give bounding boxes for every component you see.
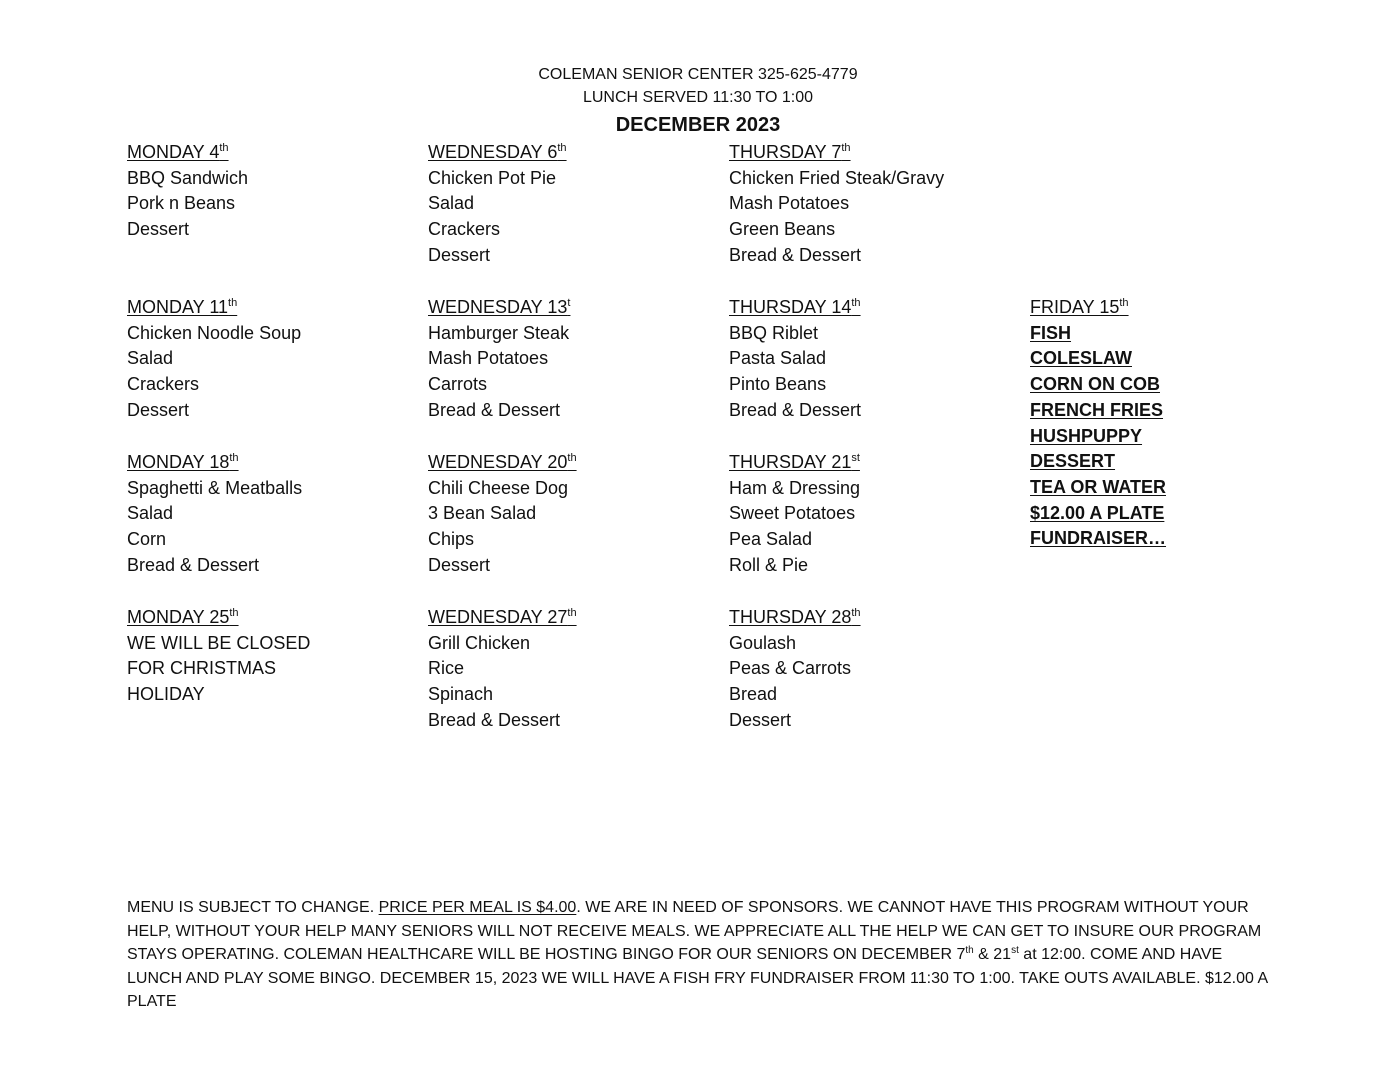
menu-item: Roll & Pie [729, 554, 809, 575]
menu-item: Chips [428, 529, 475, 550]
menu-item: Salad [428, 193, 475, 214]
menu-item: Dessert [428, 554, 491, 575]
footer-notes: MENU IS SUBJECT TO CHANGE. PRICE PER MEAL IS $4.00. WE ARE IN NEED OF SPONSORS. WE CANNOT HAVE THIS PROGRAM WITHOUT YOUR HELP, WITHOUT YOUR HELP MANY SENIORS WILL NOT RECEIVE MEALS. WE APPRECIATE ALL THE HELP WE CAN GET TO INSURE OUR PROGRAM STAYS OPERATING. COLEMAN HEALTHCARE WILL BE HOSTING BINGO FOR OUR SENIORS ON DECEMBER 7th & 21st at 12:00. COME AND HAVE LUNCH AND PLAY SOME BINGO. DECEMBER 15, 2023 WE WILL HAVE A FISH FRY FUNDRAISER FROM 11:30 TO 1:00. TAKE OUTS AVAILABLE. $12.00 A PLATE [127, 899, 1268, 1010]
menu-item: Crackers [127, 374, 200, 395]
menu-item: Spinach [428, 684, 494, 705]
menu-item: Bread & Dessert [428, 709, 561, 730]
menu-item: FRENCH FRIES [1030, 399, 1164, 420]
menu-item: $12.00 A PLATE [1030, 502, 1165, 523]
menu-item: BBQ Riblet [729, 322, 819, 343]
menu-item: DESSERT [1030, 451, 1116, 472]
menu-item: Pea Salad [729, 529, 813, 550]
day-monday-25 [127, 605, 310, 708]
menu-item: Peas & Carrots [729, 658, 852, 679]
day-heading: FRIDAY 15th [1030, 297, 1129, 317]
menu-item: Pasta Salad [729, 348, 827, 369]
day-heading: MONDAY 11th [127, 297, 238, 317]
day-monday-18 [127, 450, 302, 579]
day-thursday-21 [729, 450, 860, 579]
day-heading: WEDNESDAY 20th [428, 452, 577, 472]
menu-item: Salad [127, 348, 174, 369]
menu-item: Corn [127, 529, 167, 550]
menu-item: Crackers [428, 219, 501, 240]
menu-item: Dessert [127, 219, 190, 240]
price-per-meal: PRICE PER MEAL IS $4.00 [378, 899, 577, 916]
menu-item: FISH [1030, 322, 1072, 343]
menu-item: FOR CHRISTMAS [127, 658, 277, 679]
day-heading: WEDNESDAY 13$^t$ [428, 297, 571, 317]
menu-item: Carrots [428, 374, 488, 395]
day-heading: MONDAY 25th [127, 607, 239, 627]
lunch-hours: LUNCH SERVED 11:30 TO 1:00 [582, 89, 814, 106]
menu-item: Bread [729, 684, 778, 705]
menu-item: Bread & Dessert [729, 244, 862, 265]
day-wednesday-27 [428, 605, 577, 734]
center-name-phone: COLEMAN SENIOR CENTER 325-625-4779 [538, 66, 858, 83]
day-thursday-7 [729, 140, 944, 269]
menu-item: Dessert [729, 709, 792, 730]
day-heading: WEDNESDAY 6th [428, 142, 567, 162]
menu-item: BBQ Sandwich [127, 167, 249, 188]
menu-item: Mash Potatoes [729, 193, 850, 214]
day-heading: WEDNESDAY 27th [428, 607, 577, 627]
menu-item: COLESLAW [1030, 348, 1132, 369]
day-thursday-28 [729, 605, 861, 734]
menu-item: Bread & Dessert [127, 554, 260, 575]
menu-item: CORN ON COB [1030, 374, 1160, 395]
menu-item: Dessert [428, 244, 491, 265]
menu-item: Rice [428, 658, 465, 679]
menu-item: 3 Bean Salad [428, 503, 537, 524]
menu-item: HOLIDAY [127, 684, 205, 705]
day-wednesday-13 [428, 295, 570, 424]
menu-item: TEA OR WATER [1030, 476, 1166, 497]
menu-item: HUSHPUPPY [1030, 425, 1143, 446]
day-heading: THURSDAY 14th [729, 297, 861, 317]
day-wednesday-20 [428, 450, 577, 579]
menu-item: Bread & Dessert [729, 399, 862, 420]
menu-item: Chicken Pot Pie [428, 167, 557, 188]
menu-item: Ham & Dressing [729, 477, 861, 498]
day-heading: THURSDAY 21st [729, 452, 860, 472]
day-friday-15-fish-fry [1030, 295, 1166, 552]
menu-item: Chili Cheese Dog [428, 477, 569, 498]
menu-item: Grill Chicken [428, 632, 531, 653]
menu-item: Spaghetti & Meatballs [127, 477, 303, 498]
menu-item: Green Beans [729, 219, 836, 240]
menu-item: Pinto Beans [729, 374, 827, 395]
menu-item: Chicken Noodle Soup [127, 322, 302, 343]
day-heading: THURSDAY 28th [729, 607, 861, 627]
menu-item: Pork n Beans [127, 193, 236, 214]
menu-item: Mash Potatoes [428, 348, 549, 369]
menu-item: FUNDRAISER… [1030, 528, 1167, 549]
day-heading: MONDAY 4th [127, 142, 229, 162]
day-heading: MONDAY 18th [127, 452, 239, 472]
page-title: DECEMBER 2023 [615, 114, 781, 136]
day-thursday-14 [729, 295, 861, 424]
day-monday-11 [127, 295, 301, 424]
day-wednesday-6 [428, 140, 567, 269]
menu-item: Goulash [729, 632, 797, 653]
menu-item: Dessert [127, 399, 190, 420]
menu-item: Chicken Fried Steak/Gravy [729, 167, 945, 188]
menu-item: WE WILL BE CLOSED [127, 632, 311, 653]
day-monday-4 [127, 140, 248, 243]
day-heading: THURSDAY 7th [729, 142, 851, 162]
menu-item: Sweet Potatoes [729, 503, 856, 524]
menu-item: Hamburger Steak [428, 322, 570, 343]
menu-item: Salad [127, 503, 174, 524]
menu-item: Bread & Dessert [428, 399, 561, 420]
